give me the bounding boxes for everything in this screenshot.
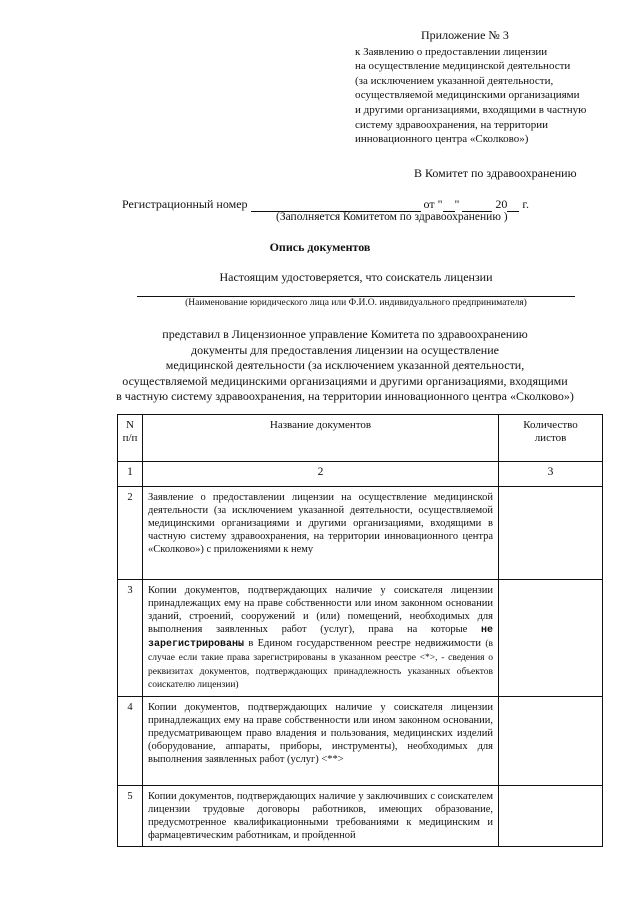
applicant-note: (Наименование юридического лица или Ф.И.О. индивидуального предпринимателя) (185, 298, 527, 308)
table-row (118, 580, 603, 697)
row-sheet-count-field[interactable] (499, 785, 603, 846)
registration-note: (Заполняется Комитетом по здравоохранению ) (276, 211, 508, 223)
presented-paragraph (110, 327, 580, 405)
row-document-name: Копии документов, подтверждающих наличие у заключивших с соискателем лицензии трудовые договоры работников, имеющих образование, предусмотренное квалификационными требованиями к медицинским и фармацевтическим работникам, и пройденной (143, 785, 499, 846)
row-text-note: (в случае если такие права зарегистрированы в указанном реестре <*>, - сведения о реквизитах документов, подтверждающих принадлежность указанных объектов соискателю лицензии) (148, 639, 494, 690)
presented-line: осуществляемой медицинскими организациями и другими организациями, входящими (122, 373, 568, 388)
table-row (118, 785, 603, 846)
header-number-line2: п/п (122, 432, 138, 444)
header-number-cell (118, 415, 143, 462)
table-row (118, 487, 603, 580)
column-number-row (118, 462, 603, 487)
row-number: 4 (118, 696, 143, 785)
row-document-name (143, 580, 499, 697)
applicant-name-field[interactable] (137, 296, 575, 297)
registration-year-field[interactable] (507, 199, 519, 212)
addressee: В Комитет по здравоохранению (414, 166, 577, 180)
table-header-row (118, 415, 603, 462)
row-sheet-count-field[interactable] (499, 580, 603, 697)
column-number-cell: 1 (118, 462, 143, 487)
row-sheet-count-field[interactable] (499, 487, 603, 580)
registration-label: Регистрационный номер (122, 197, 248, 211)
header-count-line1: Количество (523, 419, 578, 431)
row-text-part: Копии документов, подтверждающих наличие у соискателя лицензии принадлежащих ему на праве собственности или ином законном основании зданий, строений, сооружений и (или) помещений, необходимых для выполнения заявленных работ (услуг), права на которые (148, 585, 493, 635)
header-count-line2: листов (534, 432, 567, 444)
row-document-name: Заявление о предоставлении лицензии на осуществление медицинской деятельности (за исключением указанной деятельности, осуществляемой медицинскими организациями и другими организациями, входящими в частную систему здравоохранения, на территории инновационного центра «Сколково») с приложениями к нему (143, 487, 499, 580)
appendix-line: осуществляемой медицинскими организациями (355, 89, 580, 102)
registration-quote-close: " (454, 197, 460, 211)
appendix-line: систему здравоохранения, на территории (355, 118, 549, 131)
document-title: Опись документов (269, 240, 371, 254)
row-text-part: в Едином государственном реестре недвижимости (248, 638, 482, 649)
appendix-line: и другими организациями, входящими в частную (355, 103, 587, 116)
row-number: 3 (118, 580, 143, 697)
registration-from-label: от " (423, 197, 443, 211)
row-document-name: Копии документов, подтверждающих наличие у соискателя лицензии принадлежащих ему на праве собственности или ином законном основании, предусматривающем право владения и пользования, медицинских изделий (оборудование, аппараты, приборы, инструменты), необходимых для выполнения заявленных работ (услуг) <**> (143, 696, 499, 785)
appendix-line: к Заявлению о предоставлении лицензии (355, 45, 548, 58)
presented-line: документы для предоставления лицензии на осуществление (191, 342, 499, 357)
documents-table (117, 414, 603, 847)
presented-line: представил в Лицензионное управление Комитета по здравоохранению (162, 327, 528, 341)
header-number-line1: N (126, 419, 134, 431)
table-row (118, 696, 603, 785)
registration-year-prefix: 20 (495, 197, 508, 211)
appendix-line: на осуществление медицинской деятельности (355, 60, 571, 73)
presented-line: медицинской деятельности (за исключением указанной деятельности, (165, 358, 525, 372)
appendix-line: (за исключением указанной деятельности, (355, 74, 554, 87)
row-sheet-count-field[interactable] (499, 696, 603, 785)
registration-year-suffix: г. (522, 197, 529, 211)
appendix-line: инновационного центра «Сколково») (355, 133, 529, 146)
row-text-bold: не зарегистрированы (148, 625, 493, 650)
row-number: 5 (118, 785, 143, 846)
row-number: 2 (118, 487, 143, 580)
column-number-cell: 3 (499, 462, 603, 487)
header-name-cell: Название документов (143, 415, 499, 462)
appendix-title: Приложение № 3 (421, 28, 509, 42)
presented-line: в частную систему здравоохранения, на территории инновационного центра «Сколково») (116, 389, 574, 403)
column-number-cell: 2 (143, 462, 499, 487)
appendix-block (355, 28, 586, 147)
registration-line (122, 197, 529, 212)
header-count-cell (499, 415, 603, 462)
attest-text: Настоящим удостоверяется, что соискатель лицензии (219, 270, 493, 284)
